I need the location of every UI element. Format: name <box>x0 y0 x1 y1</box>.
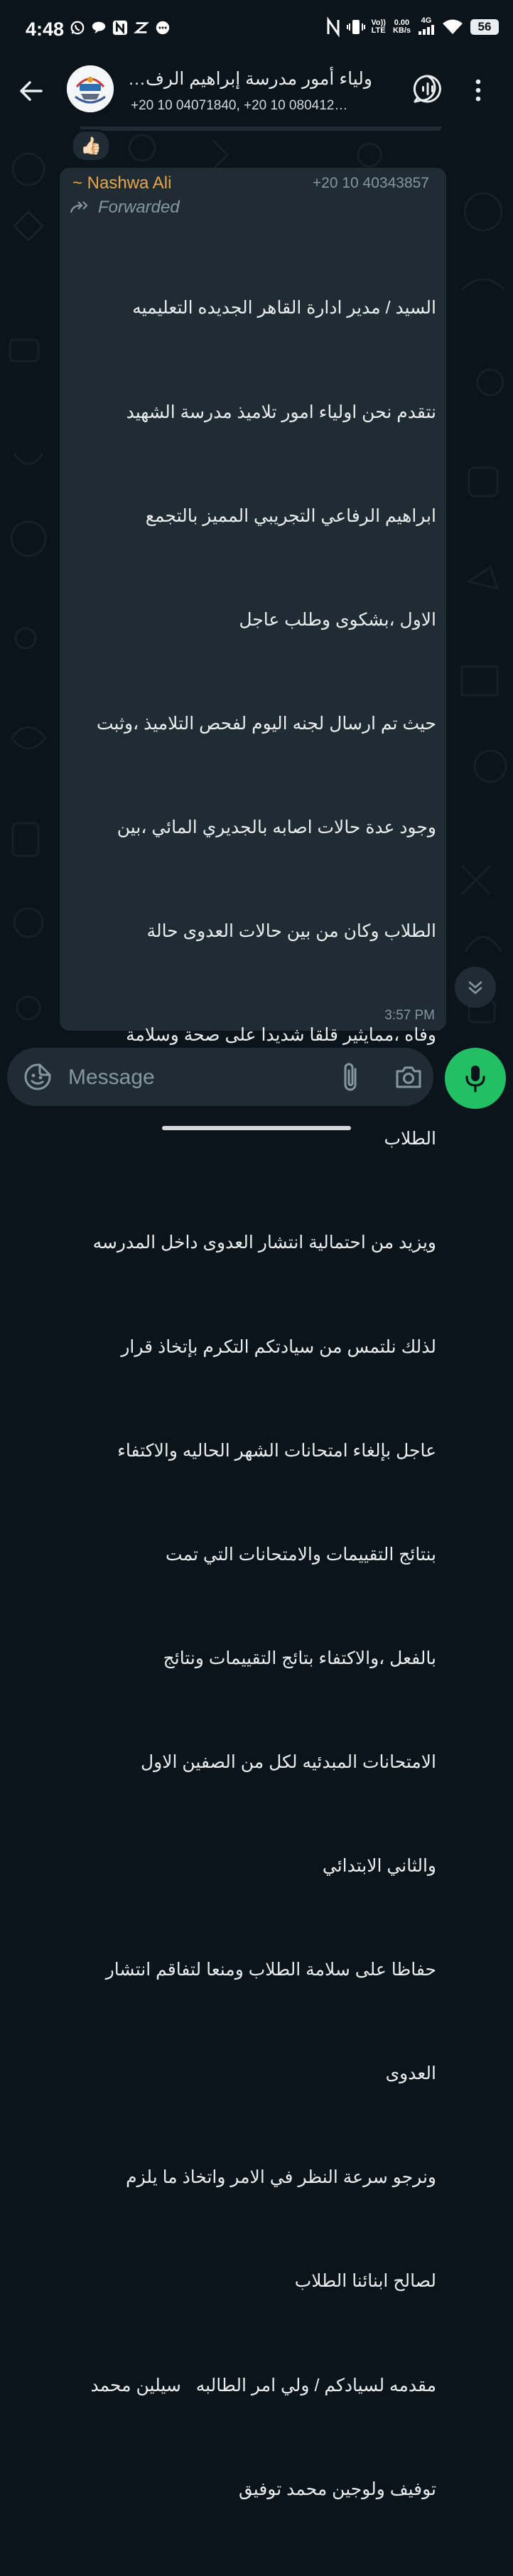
message-line: ابراهيم الرفاعي التجريبي المميز بالتجمع <box>145 505 436 526</box>
message-line: الاول ،بشكوى وطلب عاجل <box>239 609 436 630</box>
message-line: وفاه ،ممايثير قلقا شديدا على صحة وسلامة <box>126 1025 436 1046</box>
message-line: الطلاب <box>384 1129 436 1149</box>
message-text <box>70 222 436 2576</box>
message-line: بنتائج التقييمات والامتحانات التي تمت <box>166 1544 436 1565</box>
more-options-icon[interactable] <box>475 77 482 104</box>
message-line: الطلاب وكان من بين حالات العدوى حالة <box>146 921 436 942</box>
back-arrow-icon[interactable] <box>16 75 47 107</box>
double-chevron-down-icon <box>466 978 485 997</box>
system-status-icons <box>325 17 499 37</box>
message-line: ويزيد من احتمالية انتشار العدوى داخل المدرسه <box>92 1233 436 1253</box>
message-line: بالفعل ،والاكتفاء بتائج التقييمات ونتائج <box>163 1648 436 1668</box>
message-line: نتقدم نحن اولياء امور تلاميذ مدرسة الشهيد <box>126 402 436 422</box>
message-line: والثاني الابتدائي <box>322 1856 436 1877</box>
message-composer <box>7 1048 433 1106</box>
message-line: عاجل بإلغاء امتحانات الشهر الحاليه والاكتفاء <box>117 1440 436 1461</box>
group-avatar[interactable] <box>67 65 114 112</box>
chat-participants[interactable]: +20 10 04071840, +20 10 080412… <box>131 98 348 113</box>
message-line: الامتحانات المبدئيه لكل من الصفين الاول <box>140 1751 436 1772</box>
voice-record-button[interactable] <box>445 1048 506 1109</box>
message-timestamp: 3:57 PM <box>384 1008 435 1023</box>
voice-chat-icon[interactable] <box>412 73 443 104</box>
camera-icon[interactable] <box>394 1062 423 1092</box>
volte-indicator: Vo)) LTE <box>371 18 386 35</box>
status-bar <box>0 0 513 61</box>
message-line: توفيف ولوجين محمد توفيق <box>238 2479 436 2499</box>
microphone-icon <box>463 1064 487 1093</box>
message-line: حيث تم ارسال لجنه اليوم لفحص التلاميذ ،وثبت <box>96 713 436 734</box>
reaction-thumbs-up[interactable]: 👍🏻 <box>71 129 111 162</box>
signal-strength: 4G <box>418 17 435 37</box>
chat-area[interactable] <box>0 127 513 2499</box>
chat-header <box>0 61 513 127</box>
message-input[interactable] <box>67 1061 311 1095</box>
x-app-notification-icon <box>134 20 149 36</box>
message-line: لذلك نلتمس من سيادتكم التكرم بإتخاذ قرار <box>121 1336 436 1357</box>
network-speed: 0.00 KB/s <box>392 18 411 35</box>
signal-bars-icon <box>418 25 435 35</box>
attachment-paperclip-icon[interactable] <box>340 1061 361 1093</box>
vibrate-icon <box>348 19 364 35</box>
message-line: لصالح ابنائنا الطلاب <box>294 2271 436 2292</box>
status-time: 4:48 <box>26 18 65 40</box>
forwarded-icon <box>70 200 91 215</box>
message-bubble[interactable] <box>60 168 446 2499</box>
message-line: العدوى <box>385 2064 436 2084</box>
messages-notification-icon <box>155 20 171 36</box>
scroll-to-bottom-button[interactable] <box>455 967 496 1008</box>
notification-icons <box>70 20 171 36</box>
previous-message-edge <box>80 127 442 131</box>
message-line: حفاظا على سلامة الطلاب ومنعا لتفاقم انتشار <box>105 1960 436 1980</box>
sender-name[interactable]: ~ Nashwa Ali <box>72 173 172 193</box>
chat-title[interactable]: ولياء أمور مدرسة إبراهيم الرف… <box>128 69 372 89</box>
forwarded-label: Forwarded <box>70 198 180 218</box>
message-line: مقدمه لسيادكم / ولي امر الطالبه سيلين محمد <box>90 2375 436 2395</box>
message-line: ونرجو سرعة النظر في الامر واتخاذ ما يلزم <box>126 2167 436 2188</box>
battery-indicator: 56 <box>470 19 499 35</box>
gesture-home-indicator[interactable] <box>162 1126 351 1130</box>
message-line: وجود عدة حالات اصابه بالجديري المائي ،بين <box>117 817 436 837</box>
sticker-emoji-icon[interactable] <box>23 1062 53 1092</box>
chat-bubble-notification-icon <box>91 20 107 36</box>
nfc-icon <box>325 19 341 35</box>
sender-phone: +20 10 40343857 <box>312 175 429 191</box>
wifi-icon <box>442 19 463 35</box>
message-line: السيد / مدير ادارة القاهر الجديده التعليميه <box>132 298 436 318</box>
n-app-notification-icon <box>112 20 128 36</box>
whatsapp-notification-icon <box>70 20 85 36</box>
